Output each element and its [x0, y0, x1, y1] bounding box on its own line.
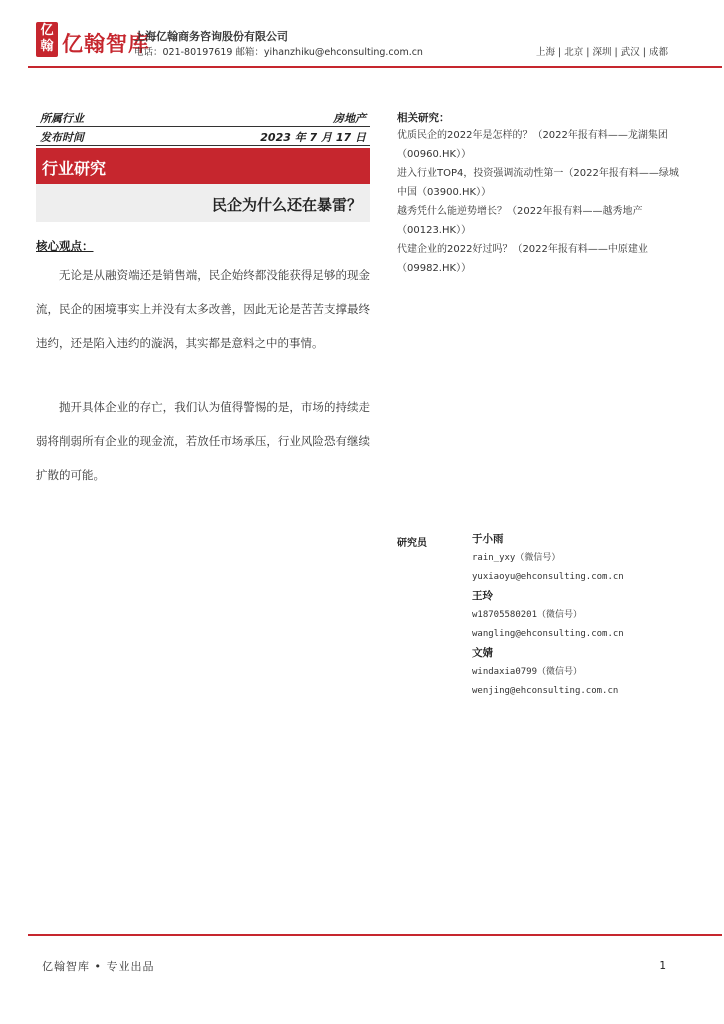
logo-text: 亿翰智库	[62, 32, 150, 56]
core-paragraph: 抛开具体企业的存亡，我们认为值得警惕的是，市场的持续走弱将削弱所有企业的现金流，若放任市场承压，行业风险恐有继续扩散的可能。	[36, 400, 370, 482]
core-view-label: 核心观点：	[36, 239, 94, 253]
analyst-wechat: w18705580201（微信号）	[472, 610, 583, 620]
page-number: 1	[659, 960, 666, 972]
report-title: 民企为什么还在暴雷？	[211, 196, 362, 214]
date-label: 发布时间	[40, 131, 84, 144]
analyst-wechat: rain_yxy（微信号）	[472, 553, 561, 563]
contact-info: 电话：021-80197619 邮箱：yihanzhiku@ehconsulting.com.cn	[134, 47, 423, 58]
industry-value: 房地产	[333, 112, 366, 125]
analyst-email[interactable]: wenjing@ehconsulting.com.cn	[472, 686, 619, 696]
analyst-list	[472, 530, 702, 701]
logo-icon: 亿翰	[36, 22, 58, 57]
related-item[interactable]: 进入行业TOP4，投资强调流动性第一（2022年报有料——绿城中国（03900.HK））	[397, 168, 679, 198]
title-banner	[36, 184, 370, 222]
office-cities: 上海 | 北京 | 深圳 | 武汉 | 成都	[536, 47, 668, 58]
company-name: 上海亿翰商务咨询股份有限公司	[134, 30, 288, 43]
analyst-name: 文婧	[472, 647, 493, 659]
related-item[interactable]: 越秀凭什么能逆势增长？（2022年报有料——越秀地产（00123.HK））	[397, 206, 643, 236]
footer-brand: 亿翰智库 • 专业出品	[42, 960, 155, 973]
related-research-label: 相关研究：	[397, 112, 450, 124]
related-item[interactable]: 优质民企的2022年是怎样的？（2022年报有料——龙湖集团（00960.HK））	[397, 130, 668, 160]
footer-divider	[28, 934, 722, 936]
industry-label: 所属行业	[40, 112, 84, 125]
analyst-name: 王玲	[472, 590, 493, 602]
related-research-list	[397, 126, 687, 278]
category-banner	[36, 148, 370, 184]
core-paragraph: 无论是从融资端还是销售端，民企始终都没能获得足够的现金流，民企的困境事实上并没有太多改善，因此无论是苦苦支撑最终违约，还是陷入违约的漩涡，其实都是意料之中的事情。	[36, 268, 370, 350]
analyst-label: 研究员	[397, 538, 427, 549]
date-row	[36, 127, 370, 146]
date-value: 2023 年 7 月 17 日	[260, 131, 366, 144]
related-item[interactable]: 代建企业的2022好过吗？（2022年报有料——中原建业（09982.HK））	[397, 244, 648, 274]
analyst-name: 于小雨	[472, 533, 504, 545]
analyst-email[interactable]: wangling@ehconsulting.com.cn	[472, 629, 624, 639]
header-divider	[28, 66, 722, 68]
analyst-email[interactable]: yuxiaoyu@ehconsulting.com.cn	[472, 572, 624, 582]
analyst-wechat: windaxia0799（微信号）	[472, 667, 583, 677]
industry-row	[36, 108, 370, 127]
category-label: 行业研究	[42, 159, 107, 178]
